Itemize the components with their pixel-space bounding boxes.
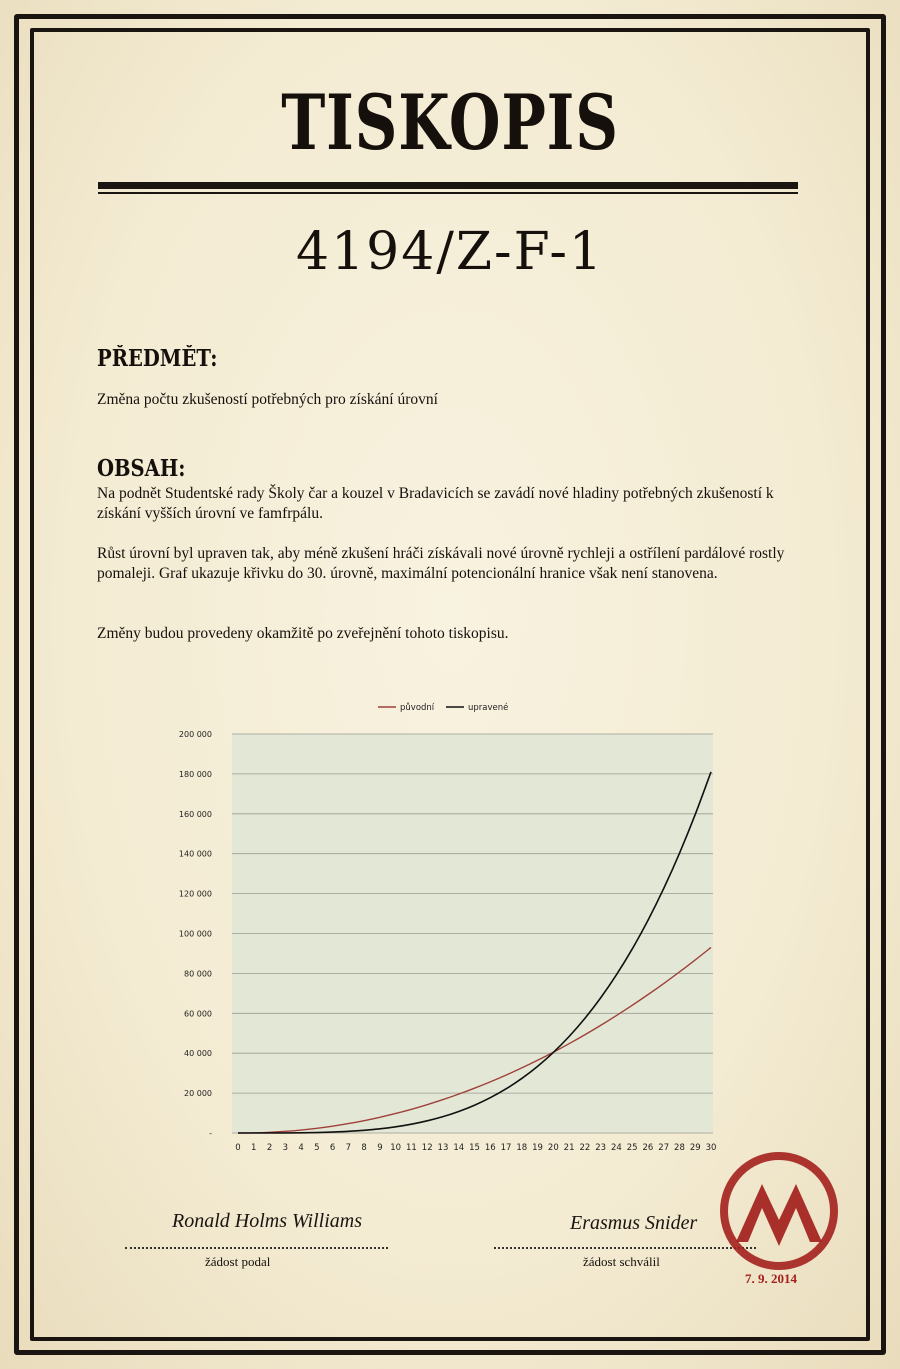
signature-right: Erasmus Snider	[570, 1212, 698, 1234]
x-tick-label: 10	[390, 1143, 402, 1153]
x-tick-label: 22	[579, 1143, 591, 1153]
x-tick-label: 18	[516, 1143, 528, 1153]
y-tick-label: 80 000	[184, 969, 212, 979]
x-tick-label: 12	[421, 1143, 433, 1153]
form-number: 4194/Z-F-1	[296, 222, 604, 282]
experience-chart	[160, 690, 740, 1160]
x-tick-label: 9	[377, 1143, 383, 1153]
signature-left: Ronald Holms Williams	[172, 1210, 363, 1232]
legend-label: upravené	[468, 703, 509, 713]
x-tick-label: 5	[314, 1143, 320, 1153]
title-divider-thin	[98, 192, 798, 194]
content-heading: OBSAH:	[97, 455, 186, 482]
x-tick-label: 8	[361, 1143, 367, 1153]
subject-heading: PŘEDMĚT:	[97, 345, 218, 372]
x-tick-label: 6	[329, 1143, 336, 1153]
x-tick-label: 7	[345, 1143, 352, 1153]
y-tick-label: 140 000	[178, 849, 212, 859]
y-tick-label: 100 000	[178, 929, 212, 939]
y-tick-label: 40 000	[184, 1049, 212, 1059]
title-divider	[98, 182, 798, 189]
stamp-date: 7. 9. 2014	[745, 1271, 797, 1286]
x-tick-label: 0	[235, 1143, 241, 1153]
stamp-letter: M	[778, 1216, 780, 1217]
y-tick-label: 120 000	[178, 889, 212, 899]
x-tick-label: 16	[484, 1143, 496, 1153]
ministry-stamp-icon	[718, 1150, 840, 1272]
x-tick-label: 13	[437, 1143, 449, 1153]
x-tick-label: 27	[658, 1143, 670, 1153]
y-tick-label: 20 000	[184, 1089, 212, 1099]
x-tick-label: 11	[406, 1143, 417, 1153]
signature-caption-left: žádost podal	[205, 1254, 271, 1269]
x-tick-label: 21	[563, 1143, 575, 1153]
x-tick-label: 26	[642, 1143, 654, 1153]
x-tick-label: 14	[453, 1143, 465, 1153]
y-tick-label: 200 000	[178, 730, 212, 739]
y-tick-label: 180 000	[178, 769, 212, 779]
x-tick-label: 28	[674, 1143, 685, 1153]
x-tick-label: 30	[705, 1143, 717, 1153]
x-tick-label: 2	[266, 1143, 273, 1153]
subject-text: Změna počtu zkušeností potřebných pro získání úrovní	[97, 391, 438, 408]
x-tick-label: 3	[282, 1143, 289, 1153]
signature-caption-right: žádost schválil	[583, 1254, 660, 1269]
x-tick-label: 29	[689, 1143, 701, 1153]
x-tick-label: 19	[532, 1143, 543, 1153]
x-tick-label: 25	[626, 1143, 638, 1153]
content-paragraph-2: Růst úrovní byl upraven tak, aby méně zkušení hráči získávali nové úrovně rychleji a ostřílení pardálové rostly pomaleji. Graf ukazuje křivku do 30. úrovně, maximální potencionální hranice však není stanovena.	[97, 545, 785, 582]
y-tick-label: 60 000	[184, 1009, 212, 1019]
y-tick-label: 160 000	[178, 809, 212, 819]
y-tick-label: -	[209, 1129, 212, 1138]
content-paragraph-1: Na podnět Studentské rady Školy čar a kouzel v Bradavicích se zavádí nové hladiny potřebných zkušeností k získání vyšších úrovní ve famfrpálu.	[97, 485, 774, 522]
x-tick-label: 24	[610, 1143, 622, 1153]
content-paragraph-3: Změny budou provedeny okamžitě po zveřejnění tohoto tiskopisu.	[97, 625, 509, 642]
x-tick-label: 4	[298, 1143, 304, 1153]
x-tick-label: 1	[251, 1143, 257, 1153]
x-tick-label: 17	[500, 1143, 512, 1153]
x-tick-label: 20	[547, 1143, 559, 1153]
signature-line-right	[494, 1247, 756, 1249]
document-title: TISKOPIS	[281, 78, 619, 167]
legend-label: původní	[400, 703, 435, 713]
x-tick-label: 15	[469, 1143, 480, 1153]
x-tick-label: 23	[595, 1143, 607, 1153]
signature-line-left	[125, 1247, 388, 1249]
